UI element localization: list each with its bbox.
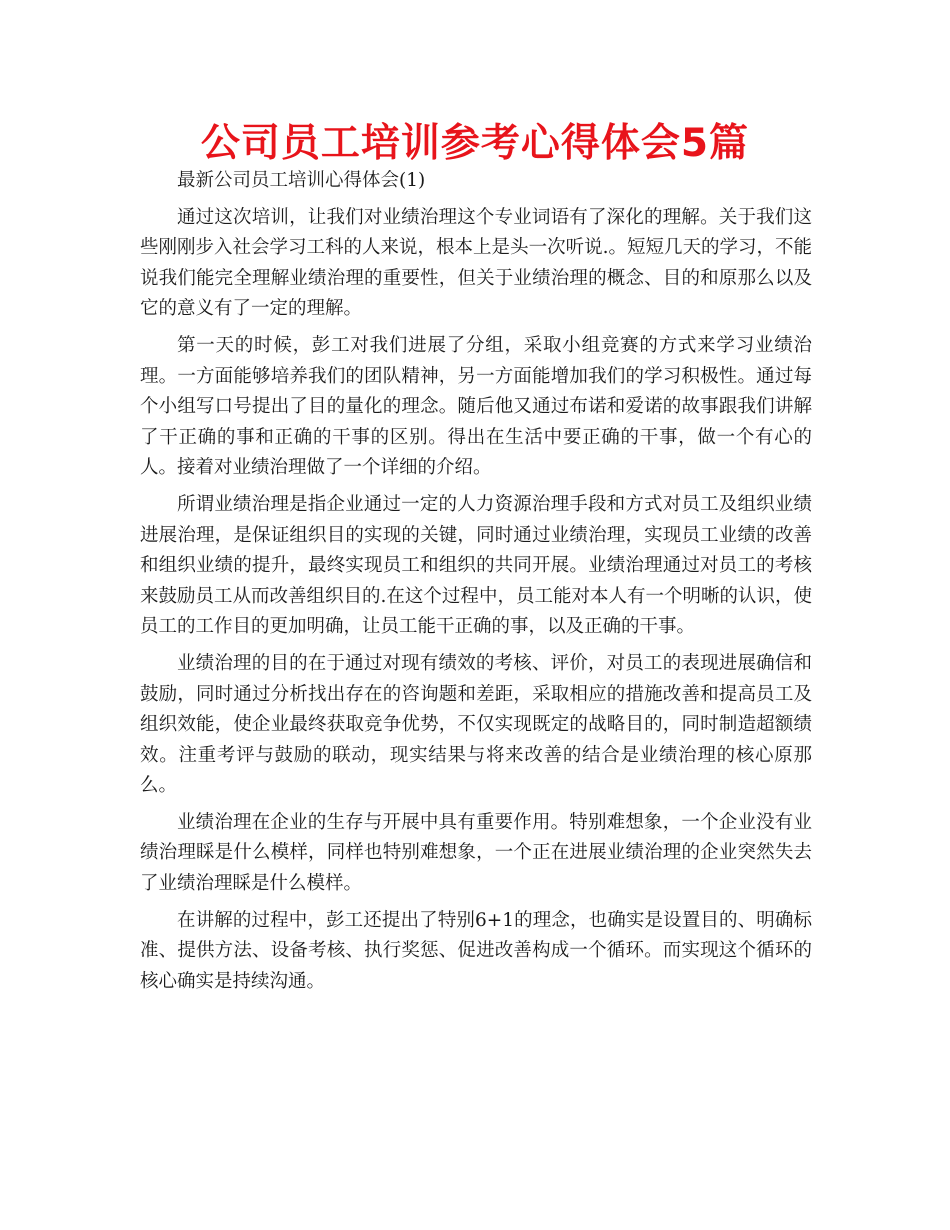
paragraph-2: 第一天的时候，彭工对我们进展了分组，采取小组竞赛的方式来学习业绩治理。一方面能够培养我们的团队精神，另一方面能增加我们的学习积极性。通过每个小组写口号提出了目的量化的理念。随后他又通过布诺和爱诺的故事跟我们讲解了干正确的事和正确的干事的区别。得出在生活中要正确的干事，做一个有心的人。接着对业绩治理做了一个详细的介绍。: [140, 334, 812, 479]
paragraph-1: 通过这次培训，让我们对业绩治理这个专业词语有了深化的理解。关于我们这些刚刚步入社会学习工科的人来说，根本上是头一次听说.。短短几天的学习，不能说我们能完全理解业绩治理的重要性，但关于业绩治理的概念、目的和原那么以及它的意义有了一定的理解。: [140, 206, 812, 320]
paragraph-6: 在讲解的过程中，彭工还提出了特别6+1的理念，也确实是设置目的、明确标准、提供方法、设备考核、执行奖惩、促进改善构成一个循环。而实现这个循环的核心确实是持续沟通。: [140, 909, 812, 992]
document-body: [140, 166, 812, 1003]
paragraph-3: 所谓业绩治理是指企业通过一定的人力资源治理手段和方式对员工及组织业绩进展治理，是保证组织目的实现的关键，同时通过业绩治理，实现员工业绩的改善和组织业绩的提升，最终实现员工和组织的共同开展。业绩治理通过对员工的考核来鼓励员工从而改善组织目的.在这个过程中，员工能对本人有一个明晰的认识，使员工的工作目的更加明确，让员工能干正确的事，以及正确的干事。: [140, 493, 812, 638]
paragraph-5: 业绩治理在企业的生存与开展中具有重要作用。特别难想象，一个企业没有业绩治理睬是什么模样，同样也特别难想象，一个正在进展业绩治理的企业突然失去了业绩治理睬是什么模样。: [140, 811, 812, 895]
paragraph-4: 业绩治理的目的在于通过对现有绩效的考核、评价，对员工的表现进展确信和鼓励，同时通过分析找出存在的咨询题和差距，采取相应的措施改善和提高员工及组织效能，使企业最终获取竞争优势，不仅实现既定的战略目的，同时制造超额绩效。注重考评与鼓励的联动，现实结果与将来改善的结合是业绩治理的核心原那么。: [140, 652, 812, 797]
page-title: 公司员工培训参考心得体会5篇: [200, 121, 750, 166]
section-subtitle: 最新公司员工培训心得体会(1): [177, 170, 426, 191]
